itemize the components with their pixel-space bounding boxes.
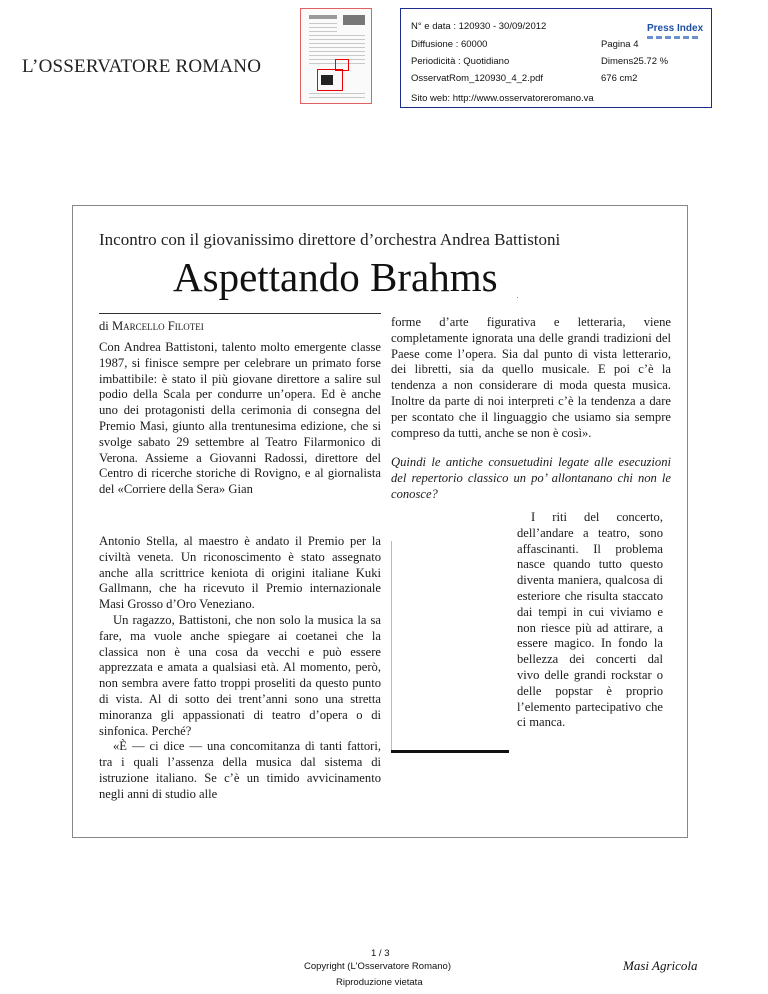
issue-date: N° e data : 120930 - 30/09/2012 <box>411 21 547 32</box>
paragraph: forme d’arte figurativa e letteraria, viene completamente ignorata una delle grandi tradizioni del Paese come l’opera. Sia dal punto di vista letterario, dei libretti, sia da quello musicale. E poi c’è la tendenza a non considerare di moda questa musica. Inoltre da parte di noi interpreti c’è la tendenza a dare per scontato che il linguaggio che usiamo sia sempre compreso da tutti, anche se non è così». <box>391 315 671 440</box>
byline <box>99 319 204 334</box>
dimension: Dimens25.72 % <box>601 56 669 67</box>
website: Sito web: http://www.osservatoreromano.va <box>411 93 594 104</box>
interview-question: Quindi le antiche consuetudini legate alle esecuzioni del repertorio classico un po’ allontanano chi non le conosce? <box>391 455 671 501</box>
column-2-top <box>391 315 671 503</box>
periodicity: Periodicità : Quotidiano <box>411 56 510 67</box>
copyright: Copyright (L'Osservatore Romano) <box>304 961 452 972</box>
area: 676 cm2 <box>601 73 638 84</box>
paragraph: Un ragazzo, Battistoni, che non solo la musica la sa fare, ma vuole anche spiegare ai coetanei che la classica non è una cosa da vecchi e può essere apprezzata e amata a qualsiasi età. Al momento, però, non sembra avere fatto troppi proseliti da questo punto di vista. Al di sotto dei trent’anni sono una stretta minoranza gli appassionati di teatro d’opera o di sinfonica. Perché? <box>99 612 381 738</box>
press-info-box <box>400 8 712 108</box>
image-placeholder-bar <box>391 750 509 753</box>
image-placeholder-edge <box>391 541 392 751</box>
paragraph: Antonio Stella, al maestro è andato il Premio per la civiltà veneta. Un riconoscimento è stato assegnato anche alla scrittrice keniota di origini italiane Kuki Gallmann, che ha ricevuto il Premio internazionale Masi Grosso d’Oro Veneziano. <box>99 534 381 612</box>
page-number: Pagina 4 <box>601 39 639 50</box>
byline-author: Marcello Filotei <box>111 319 204 333</box>
paragraph: Con Andrea Battistoni, talento molto emergente classe 1987, si finisce sempre per celebrare un primato forse imbattibile: è stato il più giovane direttore a salire sul podio della Scala per condurre un’opera. Ed è anche uno dei protagonisti della cerimonia di consegna del Premio Masi, giunto alla trentunesima edizione, che si svolge sabato 29 settembre al Teatro Filarmonico di Verona. Assieme a Giovanni Radossi, direttore del Centro di ricerche storiche di Rovigno, e al giornalista del «Corriere della Sera» Gian <box>99 340 381 497</box>
file-name: OsservatRom_120930_4_2.pdf <box>411 73 544 84</box>
title-divider <box>99 313 381 314</box>
article-kicker: Incontro con il giovanissimo direttore d’orchestra Andrea Battistoni <box>99 230 561 249</box>
divider-dot <box>517 297 518 298</box>
column-1-bottom <box>99 534 381 803</box>
paragraph: «È — ci dice — una concomitanza di tanti fattori, tra i quali l’assenza della musica dal sistema di istruzione italiano. Se c’è un timido avvicinamento negli anni di studio alle <box>99 739 381 801</box>
page-thumbnail <box>300 8 372 104</box>
paragraph: I riti del concerto, dell’andare a teatro, sono affascinanti. Il problema nasce quando tutto questo diventa maniera, qualcosa di esteriore che risulta staccato dai tempi in cui viviamo e non riesce più ad attirare, a essere magico. In fondo la bellezza dei concerti dal vivo delle grandi rockstar o delle popstar è proprio l’elemento partecipativo che ci manca. <box>517 510 663 730</box>
masthead: L’OSSERVATORE ROMANO <box>22 56 262 77</box>
article-clipping <box>72 205 688 838</box>
client-name: Masi Agricola <box>623 958 698 973</box>
reproduction-note: Riproduzione vietata <box>336 977 423 988</box>
page-counter: 1 / 3 <box>371 948 390 959</box>
article-title: Aspettando Brahms <box>173 254 498 300</box>
byline-prefix: di <box>99 319 112 333</box>
column-1-top <box>99 340 381 498</box>
diffusion: Diffusione : 60000 <box>411 39 488 50</box>
column-2-answer <box>517 510 663 731</box>
press-index-logo-icon <box>647 36 699 39</box>
press-index-logo: Press Index <box>647 23 704 34</box>
